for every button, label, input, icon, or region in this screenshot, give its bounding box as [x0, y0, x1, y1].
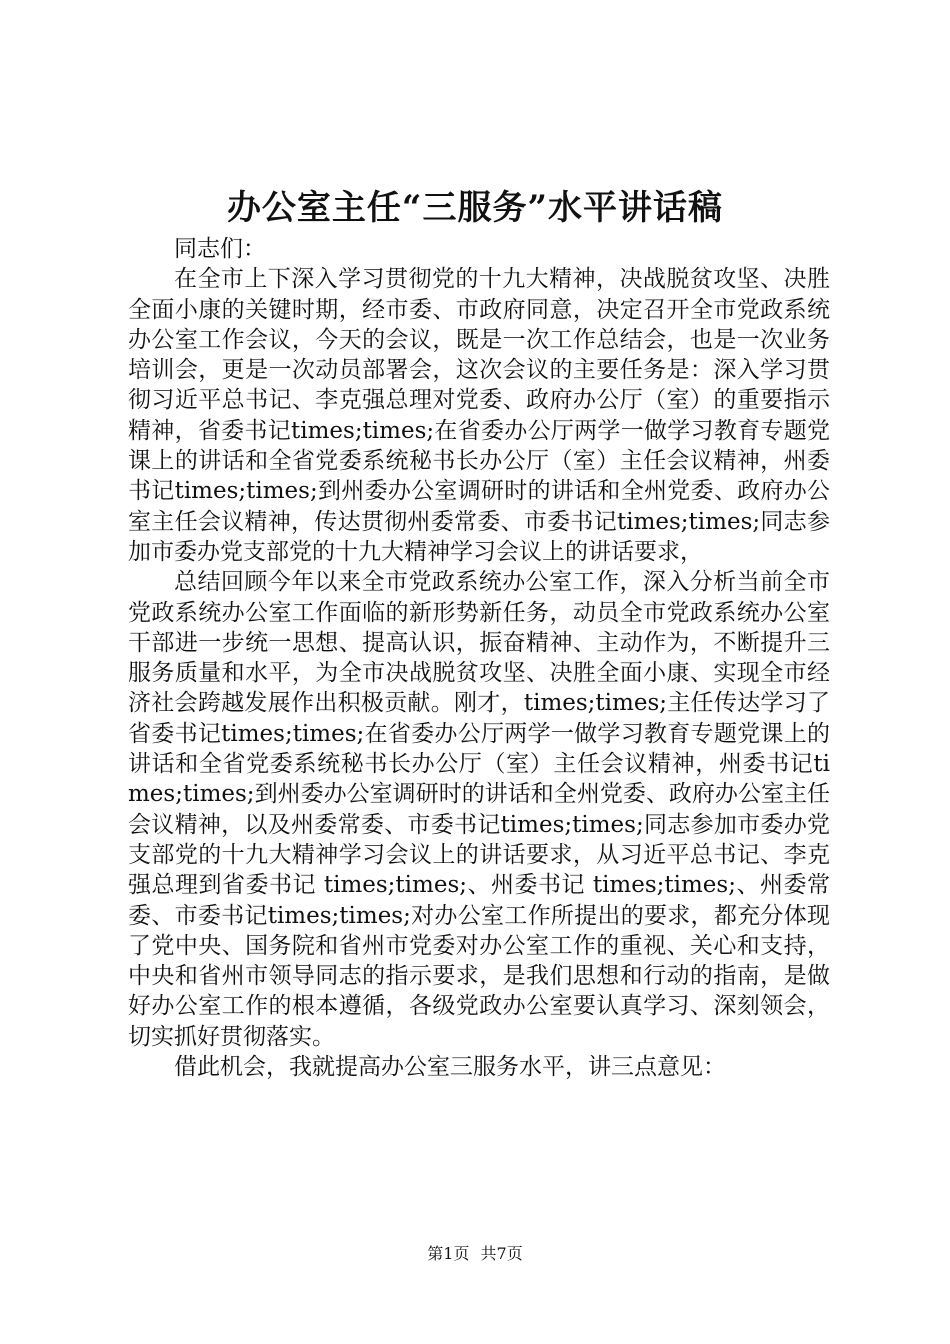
paragraph-1: 在全市上下深入学习贯彻党的十九大精神，决战脱贫攻坚、决胜全面小康的关键时期，经市委、市政府同意，决定召开全市党政系统办公室工作会议，今天的会议，既是一次工作总结会，也是一次业务培训会，更是一次动员部署会，这次会议的主要任务是：深入学习贯彻习近平总书记、李克强总理对党委、政府办公厅（室）的重要指示精神，省委书记times;times;在省委办公厅两学一做学习教育专题党课上的讲话和全省党委系统秘书长办公厅（室）主任会议精神，州委书记times;times;到州委办公室调研时的讲话和全州党委、政府办公室主任会议精神，传达贯彻州委常委、市委书记times;times;同志参加市委办党支部党的十九大精神学习会议上的讲话要求，: [128, 266, 830, 565]
paragraph-3: 借此机会，我就提高办公室三服务水平，讲三点意见：: [174, 1054, 726, 1081]
document-body: [128, 234, 830, 1082]
salutation: 同志们：: [174, 236, 266, 262]
page-total: 共7页: [480, 1244, 523, 1263]
page-footer: [0, 1242, 950, 1266]
paragraph-2: 总结回顾今年以来全市党政系统办公室工作，深入分析当前全市党政系统办公室工作面临的新形势新任务，动员全市党政系统办公室干部进一步统一思想、提高认识，振奋精神、主动作为，不断提升三服务质量和水平，为全市决战脱贫攻坚、决胜全面小康、实现全市经济社会跨越发展作出积极贡献。刚才，times;times;主任传达学习了省委书记times;times;在省委办公厅两学一做学习教育专题党课上的讲话和全省党委系统秘书长办公厅（室）主任会议精神，州委书记times;times;到州委办公室调研时的讲话和全州党委、政府办公室主任会议精神，以及州委常委、市委书记times;times;同志参加市委办党支部党的十九大精神学习会议上的讲话要求，从习近平总书记、李克强总理到省委书记 times;times;、州委书记 times;times;、州委常委、市委书记times;times;对办公室工作所提出的要求，都充分体现了党中央、国务院和省州市党委对办公室工作的重视、关心和支持，中央和省州市领导同志的指示要求，是我们思想和行动的指南，是做好办公室工作的根本遵循，各级党政办公室要认真学习、深刻领会，切实抓好贯彻落实。: [128, 569, 830, 1050]
page-number: 第1页: [427, 1244, 470, 1263]
document-title: 办公室主任“三服务”水平讲话稿: [226, 188, 724, 228]
